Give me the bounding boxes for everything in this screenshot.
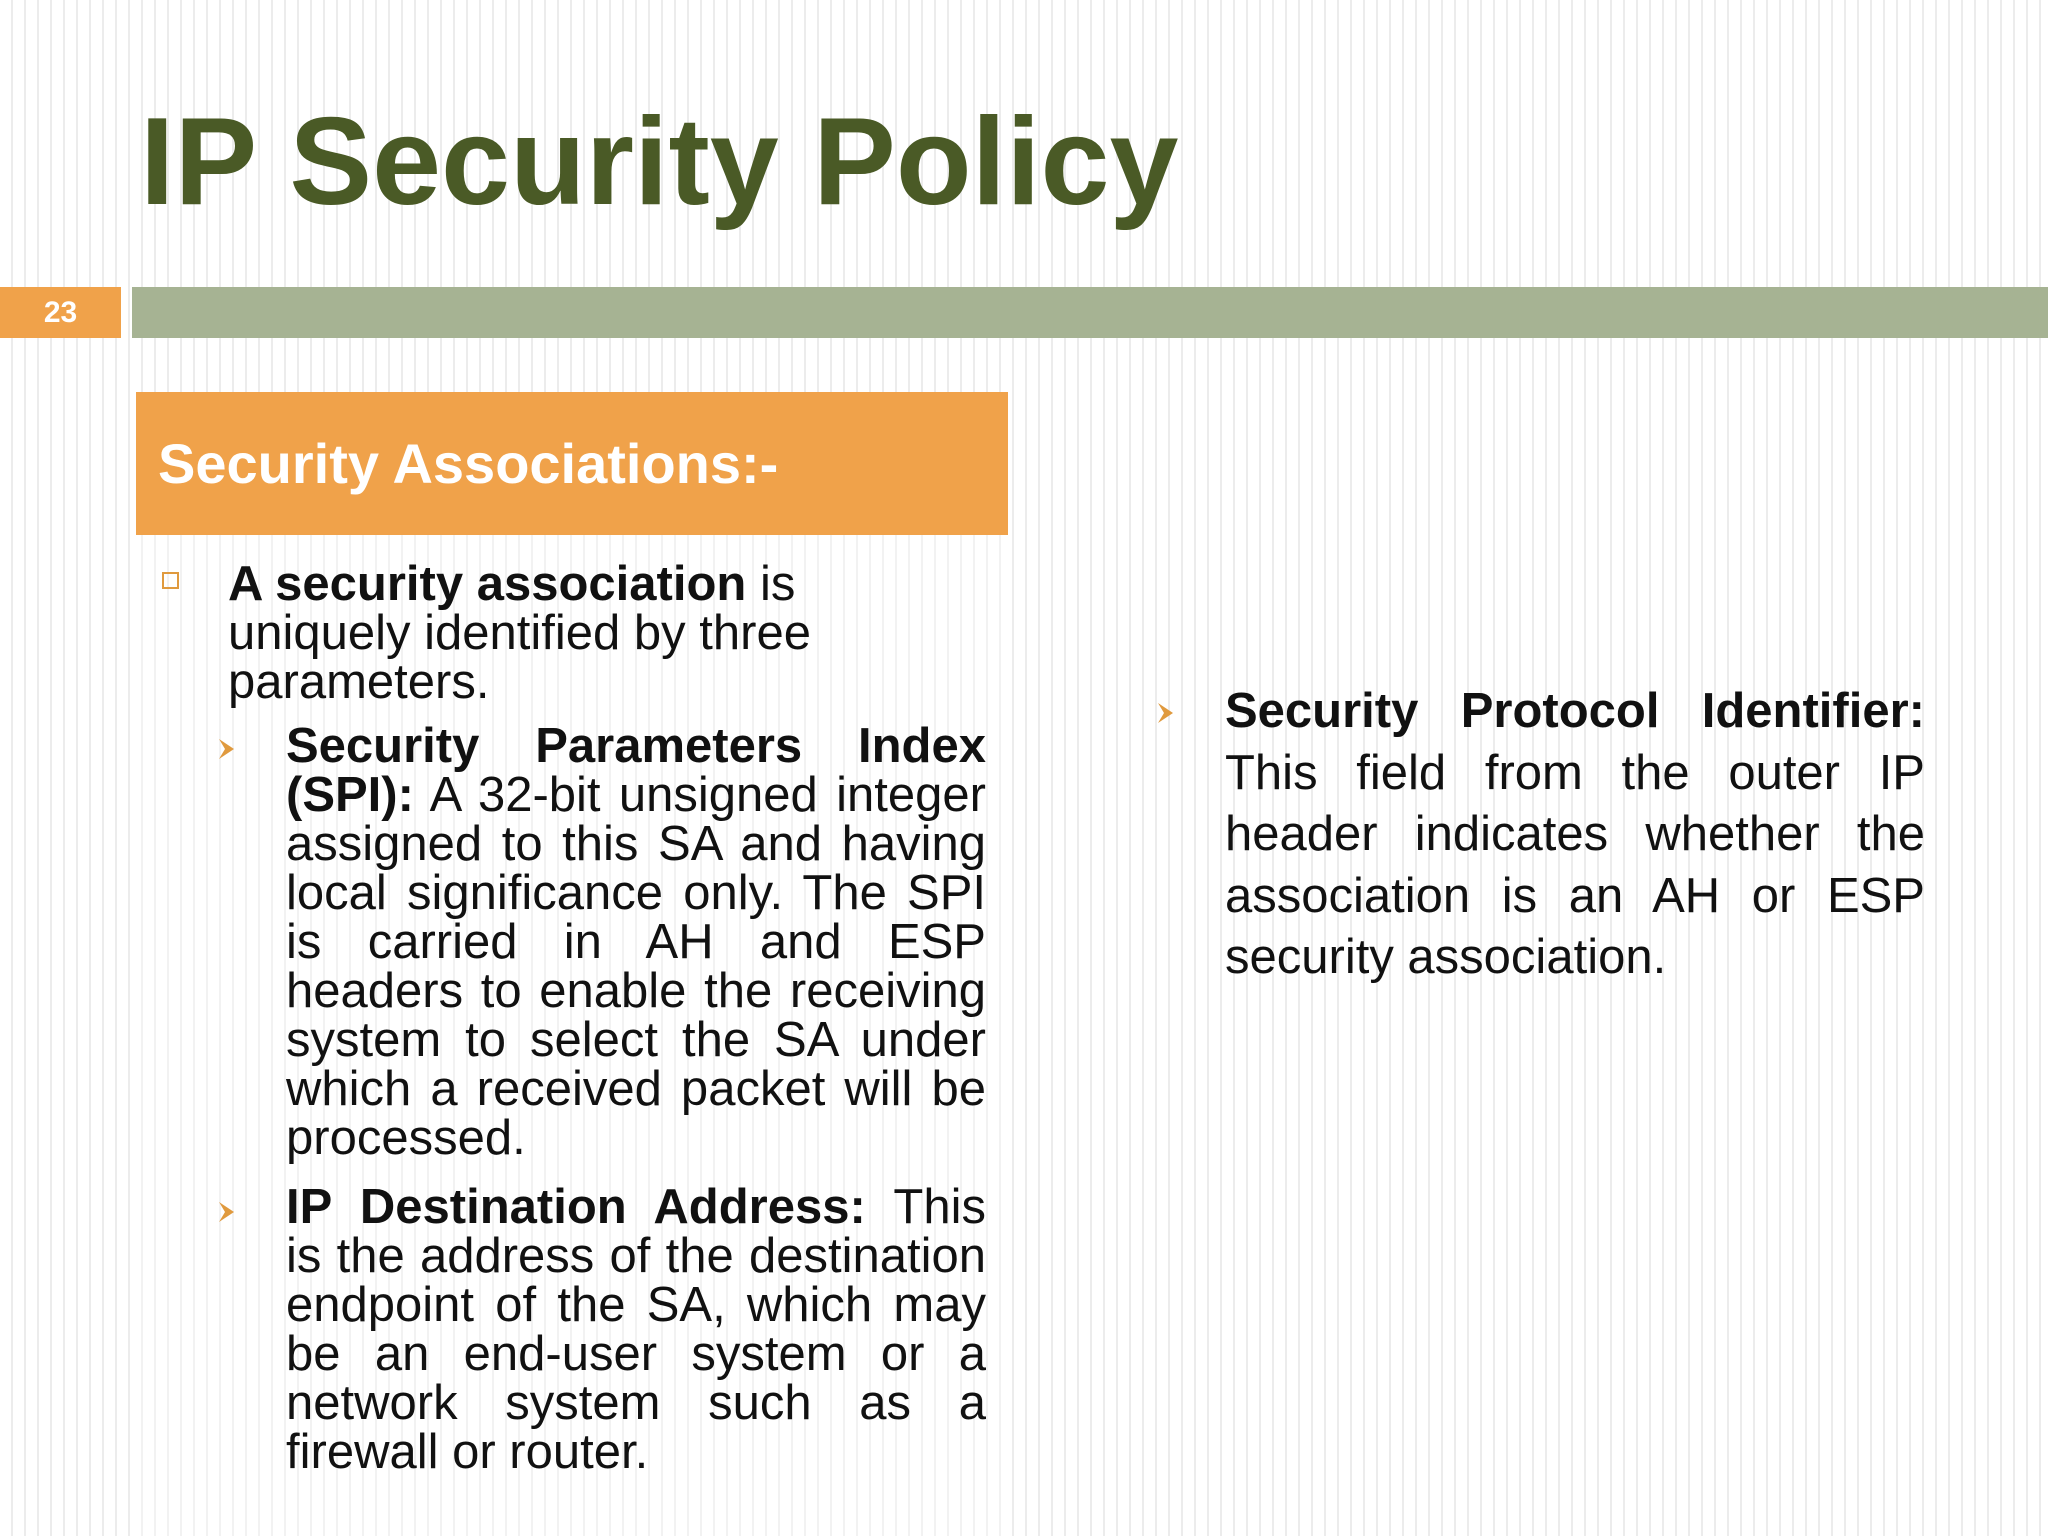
section-header-label: Security Associations:-	[158, 432, 779, 495]
sub-bullet-spi-body: A 32-bit unsigned integer assigned to this SA and having local significance only. The SPI is carried in AH and ESP headers to enable the receiving system to select the SA under which a received packet will be processed.	[286, 768, 986, 1165]
sub-bullet-ip-destination-bold: IP Destination Address:	[286, 1180, 866, 1234]
title-divider-bar	[132, 287, 2048, 338]
sub-bullet-ip-destination-body: This is the address of the destination endpoint of the SA, which may be an end-user system or a network system such as a firewall or router.	[286, 1180, 986, 1479]
arrow-bullet-icon	[216, 1199, 238, 1225]
slide-number: 23	[0, 287, 121, 338]
right-bullet-body: This field from the outer IP header indicates whether the association is an AH or ESP security association.	[1225, 745, 1925, 984]
main-bullet-body: is uniquely identified by three parameters.	[228, 557, 811, 709]
sub-bullet-spi-bold: Security Parameters Index (SPI):	[286, 719, 986, 822]
hollow-square-bullet-icon	[162, 572, 179, 589]
main-bullet-bold: A security association	[228, 557, 747, 611]
arrow-bullet-icon	[1155, 700, 1177, 726]
sub-bullet-spi	[286, 719, 986, 1165]
main-bullet-text	[228, 557, 848, 709]
right-bullet-protocol-identifier	[1225, 681, 1925, 989]
section-header	[136, 392, 1008, 535]
slide-title: IP Security Policy	[140, 93, 1179, 231]
right-bullet-bold: Security Protocol Identifier:	[1225, 684, 1925, 738]
arrow-bullet-icon	[216, 736, 238, 762]
sub-bullet-ip-destination	[286, 1180, 986, 1479]
